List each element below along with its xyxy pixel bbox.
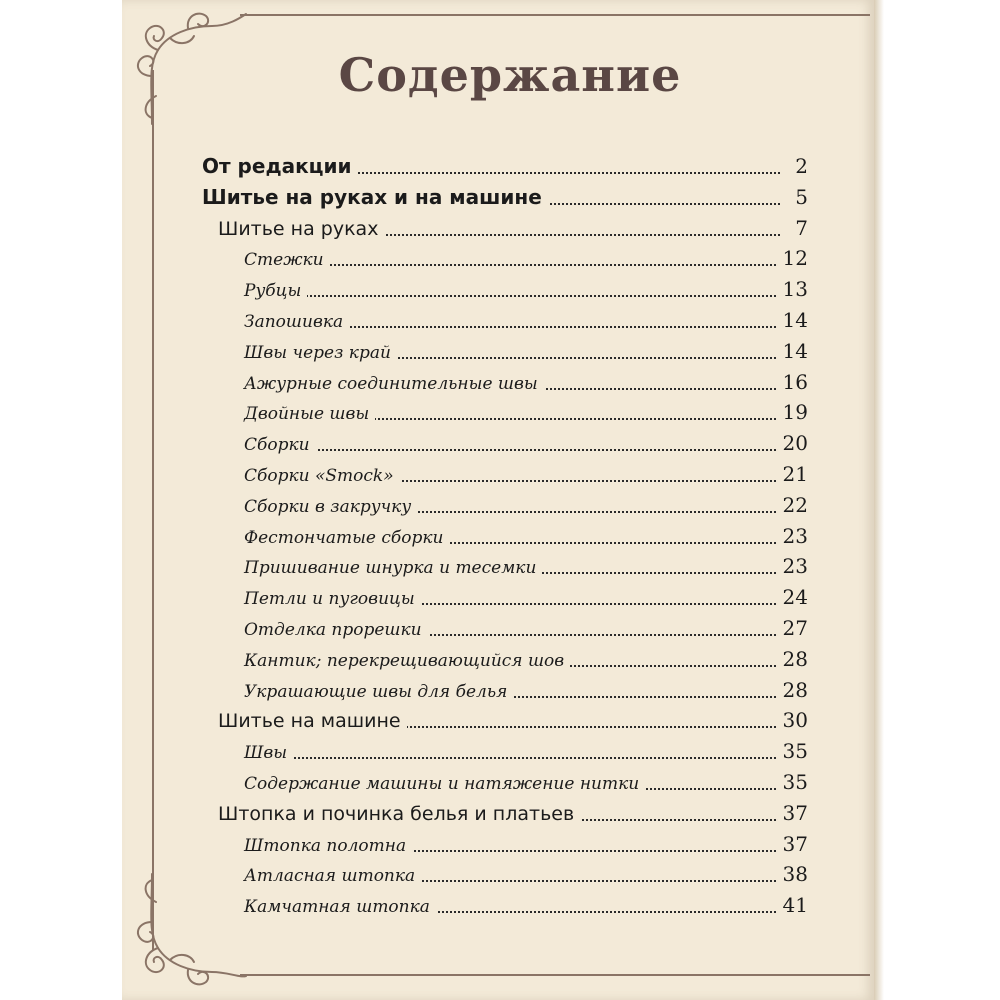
toc-entry	[0, 676, 1000, 706]
toc-entry-title: Пришивание шнурка и тесемки	[244, 558, 542, 578]
toc-page-number: 27	[777, 616, 808, 640]
toc-leader-dots	[250, 295, 780, 297]
toc-entry	[0, 337, 1000, 367]
toc-page-number: 21	[777, 462, 808, 486]
toc-page-number: 16	[777, 370, 808, 394]
toc-entry	[0, 275, 1000, 305]
toc-entry-title: Шитье на руках и на машине	[202, 185, 548, 209]
toc-entry	[0, 799, 1000, 829]
toc-page-number: 41	[777, 893, 808, 917]
toc-leader-dots	[250, 757, 780, 759]
toc-entry	[0, 830, 1000, 860]
toc-entry	[0, 768, 1000, 798]
toc-entry-title: Сборки	[244, 435, 316, 455]
toc-entry	[0, 552, 1000, 582]
toc-entry-title: Петли и пуговицы	[244, 589, 421, 609]
toc-page-number: 30	[777, 708, 808, 732]
toc-entry-title: Шитье на руках	[218, 218, 384, 240]
toc-entry-title: Сборки «Smock»	[244, 466, 400, 486]
toc-entry-title: Камчатная штопка	[244, 897, 436, 917]
toc-entry-title: Ажурные соединительные швы	[244, 374, 544, 394]
toc-page-number: 23	[777, 554, 808, 578]
toc-entry	[0, 522, 1000, 552]
toc-entry	[0, 583, 1000, 613]
toc-page-number: 35	[777, 739, 808, 763]
toc-page-number: 13	[777, 277, 808, 301]
toc-entry-title: Стежки	[244, 250, 330, 270]
toc-entry	[0, 737, 1000, 767]
toc-page-number: 28	[777, 678, 808, 702]
toc-page-number: 5	[789, 185, 808, 209]
toc-page-number: 23	[777, 524, 808, 548]
toc-entry-title: Рубцы	[244, 281, 307, 301]
toc-page-number: 19	[777, 400, 808, 424]
toc-page-number: 37	[777, 832, 808, 856]
toc-page-number: 28	[777, 647, 808, 671]
toc-leader-dots	[250, 449, 780, 451]
toc-entry	[0, 306, 1000, 336]
toc-entry-title: Швы	[244, 743, 293, 763]
toc-page-number: 37	[777, 801, 808, 825]
toc-page-number: 20	[777, 431, 808, 455]
toc-entry-title: Швы через край	[244, 343, 397, 363]
toc-entry-title: Фестончатые сборки	[244, 528, 450, 548]
toc-page-number: 14	[777, 339, 808, 363]
toc-entry-title: Сборки в закручку	[244, 497, 417, 517]
toc-entry-title: Штопка полотна	[244, 836, 412, 856]
toc-entry-title: Шитье на машине	[218, 710, 407, 732]
toc-entry-title: Штопка и починка белья и платьев	[218, 803, 580, 825]
toc-entry	[0, 214, 1000, 244]
toc-page-number: 38	[777, 862, 808, 886]
toc-page-number: 2	[789, 154, 808, 178]
toc-entry	[0, 152, 1000, 182]
frame-top-rule	[240, 14, 870, 16]
toc-entry-title: Отделка прорешки	[244, 620, 428, 640]
toc-page-number: 14	[777, 308, 808, 332]
toc-page-number: 24	[777, 585, 808, 609]
toc-entry	[0, 398, 1000, 428]
toc-entry-title: Атласная штопка	[244, 866, 421, 886]
toc-entry	[0, 491, 1000, 521]
toc-entry	[0, 244, 1000, 274]
toc-entry	[0, 891, 1000, 921]
page-title: Содержание	[338, 48, 682, 102]
toc-page-number: 35	[777, 770, 808, 794]
toc-entry-title: Запошивка	[244, 312, 349, 332]
toc-page-number: 22	[777, 493, 808, 517]
toc-entry	[0, 860, 1000, 890]
toc-entry-title: От редакции	[202, 154, 358, 178]
frame-bottom-rule	[240, 974, 870, 976]
toc-entry	[0, 614, 1000, 644]
toc-entry	[0, 460, 1000, 490]
toc-entry-title: Содержание машины и натяжение нитки	[244, 774, 645, 794]
toc-entry	[0, 706, 1000, 736]
toc-entry	[0, 183, 1000, 213]
toc-entry	[0, 368, 1000, 398]
toc-entry	[0, 645, 1000, 675]
toc-entry	[0, 429, 1000, 459]
toc-entry-title: Кантик; перекрещивающийся шов	[244, 651, 570, 671]
toc-page-number: 7	[789, 216, 808, 240]
toc-entry-title: Украшающие швы для белья	[244, 682, 513, 702]
toc-page-number: 12	[777, 246, 808, 270]
toc-entry-title: Двойные швы	[244, 404, 375, 424]
